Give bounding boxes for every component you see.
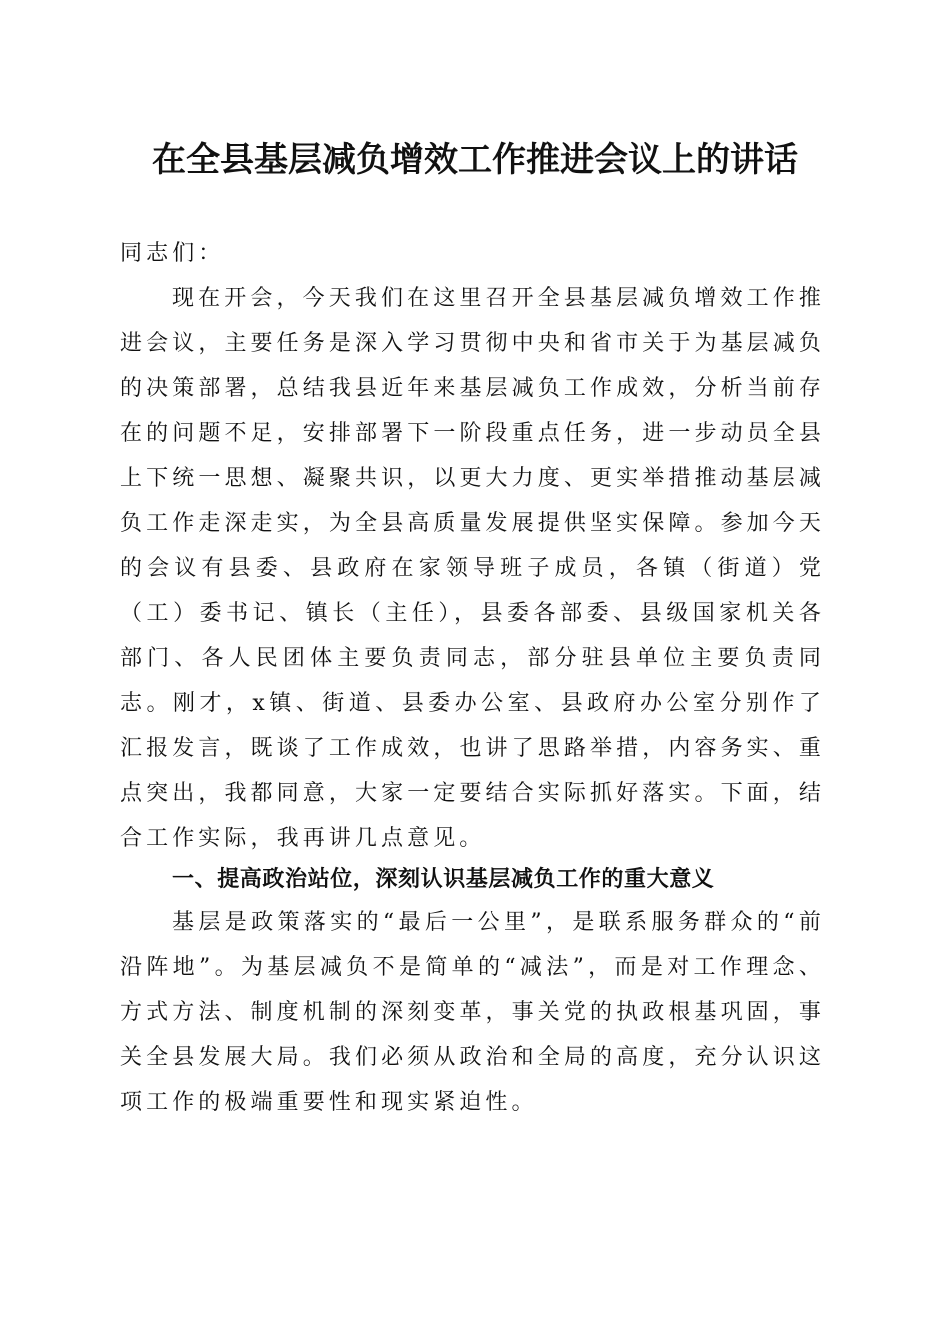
section-paragraph: 基层是政策落实的“最后一公里”，是联系服务群众的“前沿阵地”。为基层减负不是简单的“减法”，而是对工作理念、方式方法、制度机制的深刻变革，事关党的执政根基巩固，事关全县发展大局。我们必须从政治和全局的高度，充分认识这项工作的极端重要性和现实紧迫性。	[120, 910, 825, 1115]
section-heading: 一、提高政治站位，深刻认识基层减负工作的重大意义	[172, 867, 715, 892]
salutation: 同志们：	[120, 241, 225, 266]
document-title: 在全县基层减负增效工作推进会议上的讲话	[152, 140, 798, 180]
opening-paragraph: 现在开会，今天我们在这里召开全县基层减负增效工作推进会议，主要任务是深入学习贯彻中央和省市关于为基层减负的决策部署，总结我县近年来基层减负工作成效，分析当前存在的问题不足，安排部署下一阶段重点任务，进一步动员全县上下统一思想、凝聚共识，以更大力度、更实举措推动基层减负工作走深走实，为全县高质量发展提供坚实保障。参加今天的会议有县委、县政府在家领导班子成员，各镇（街道）党（工）委书记、镇长（主任），县委各部委、县级国家机关各部门、各人民团体主要负责同志，部分驻县单位主要负责同志。刚才，x镇、街道、县委办公室、县政府办公室分别作了汇报发言，既谈了工作成效，也讲了思路举措，内容务实、重点突出，我都同意，大家一定要结合实际抓好落实。下面，结合工作实际，我再讲几点意见。	[120, 286, 825, 851]
